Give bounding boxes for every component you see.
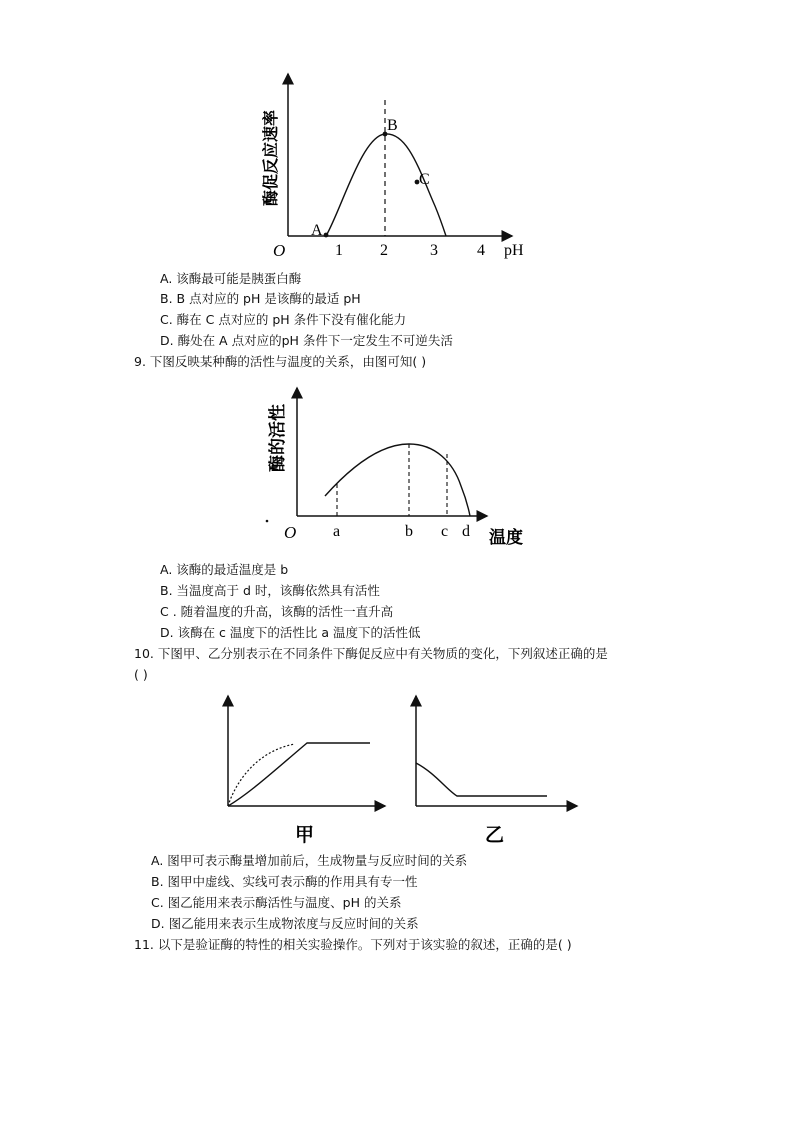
q10-stem: 10. 下图甲、乙分别表示在不同条件下酶促反应中有关物质的变化，下列叙述正确的是 bbox=[134, 646, 608, 661]
q8-origin-label: O bbox=[273, 241, 286, 260]
q10-option-b: B. 图甲中虚线、实线可表示酶的作用具有专一性 bbox=[151, 874, 418, 889]
q8-point-a bbox=[324, 233, 329, 238]
q9-tick-b: b bbox=[405, 523, 413, 540]
q10-jia-dotted-curve bbox=[228, 744, 295, 806]
q8-tick-1: 1 bbox=[335, 242, 343, 259]
q10-chart-yi bbox=[416, 696, 577, 806]
q9-curve bbox=[325, 444, 470, 516]
q11-stem: 11. 以下是验证酶的特性的相关实验操作。下列对于该实验的叙述，正确的是( ) bbox=[134, 937, 572, 952]
q8-option-b: B. B 点对应的 pH 是该酶的最适 pH bbox=[160, 291, 361, 306]
q10-jia-solid-curve bbox=[228, 743, 370, 806]
q9-option-d: D. 该酶在 c 温度下的活性比 a 温度下的活性低 bbox=[160, 625, 421, 640]
q10-jia-label: 甲 bbox=[295, 824, 315, 846]
q9-x-axis-label: 温度 bbox=[489, 528, 523, 548]
q10-chart-jia bbox=[228, 696, 385, 806]
q8-point-b-label: B bbox=[387, 117, 398, 134]
q8-tick-2: 2 bbox=[380, 242, 388, 259]
q9-stray-dot bbox=[266, 520, 269, 523]
q8-tick-3: 3 bbox=[430, 242, 438, 259]
q8-point-a-label: A bbox=[311, 222, 323, 239]
q9-figure bbox=[255, 378, 545, 558]
q8-option-d: D. 酶处在 A 点对应的pH 条件下一定发生不可逆失活 bbox=[160, 333, 453, 348]
q9-tick-d: d bbox=[462, 523, 470, 540]
q9-option-c: C . 随着温度的升高，该酶的活性一直升高 bbox=[160, 604, 394, 619]
q10-option-c: C. 图乙能用来表示酶活性与温度、pH 的关系 bbox=[151, 895, 402, 910]
q8-x-axis-label: pH bbox=[504, 242, 524, 259]
q8-point-c-label: C bbox=[419, 171, 430, 188]
q8-y-axis-label: 酶促反应速率 bbox=[261, 109, 280, 206]
q10-option-d: D. 图乙能用来表示生成物浓度与反应时间的关系 bbox=[151, 916, 419, 931]
q8-option-a: A. 该酶最可能是胰蛋白酶 bbox=[160, 271, 302, 286]
q10-figure bbox=[215, 688, 585, 848]
q9-stem: 9. 下图反映某种酶的活性与温度的关系，由图可知( ) bbox=[134, 354, 427, 369]
q8-tick-4: 4 bbox=[477, 242, 485, 259]
q10-option-a: A. 图甲可表示酶量增加前后，生成物量与反应时间的关系 bbox=[151, 853, 468, 868]
q9-tick-c: c bbox=[441, 523, 449, 540]
q9-tick-a: a bbox=[333, 523, 341, 540]
q9-y-axis-label: 酶的活性 bbox=[268, 404, 288, 472]
q9-origin-label: O bbox=[284, 523, 297, 542]
q10-yi-label: 乙 bbox=[485, 824, 505, 846]
q8-option-c: C. 酶在 C 点对应的 pH 条件下没有催化能力 bbox=[160, 312, 407, 327]
q8-figure bbox=[250, 60, 550, 270]
q9-option-a: A. 该酶的最适温度是 b bbox=[160, 562, 289, 577]
q10-yi-curve bbox=[416, 763, 547, 796]
q10-paren: ( ) bbox=[134, 667, 148, 682]
q9-option-b: B. 当温度高于 d 时，该酶依然具有活性 bbox=[160, 583, 380, 598]
